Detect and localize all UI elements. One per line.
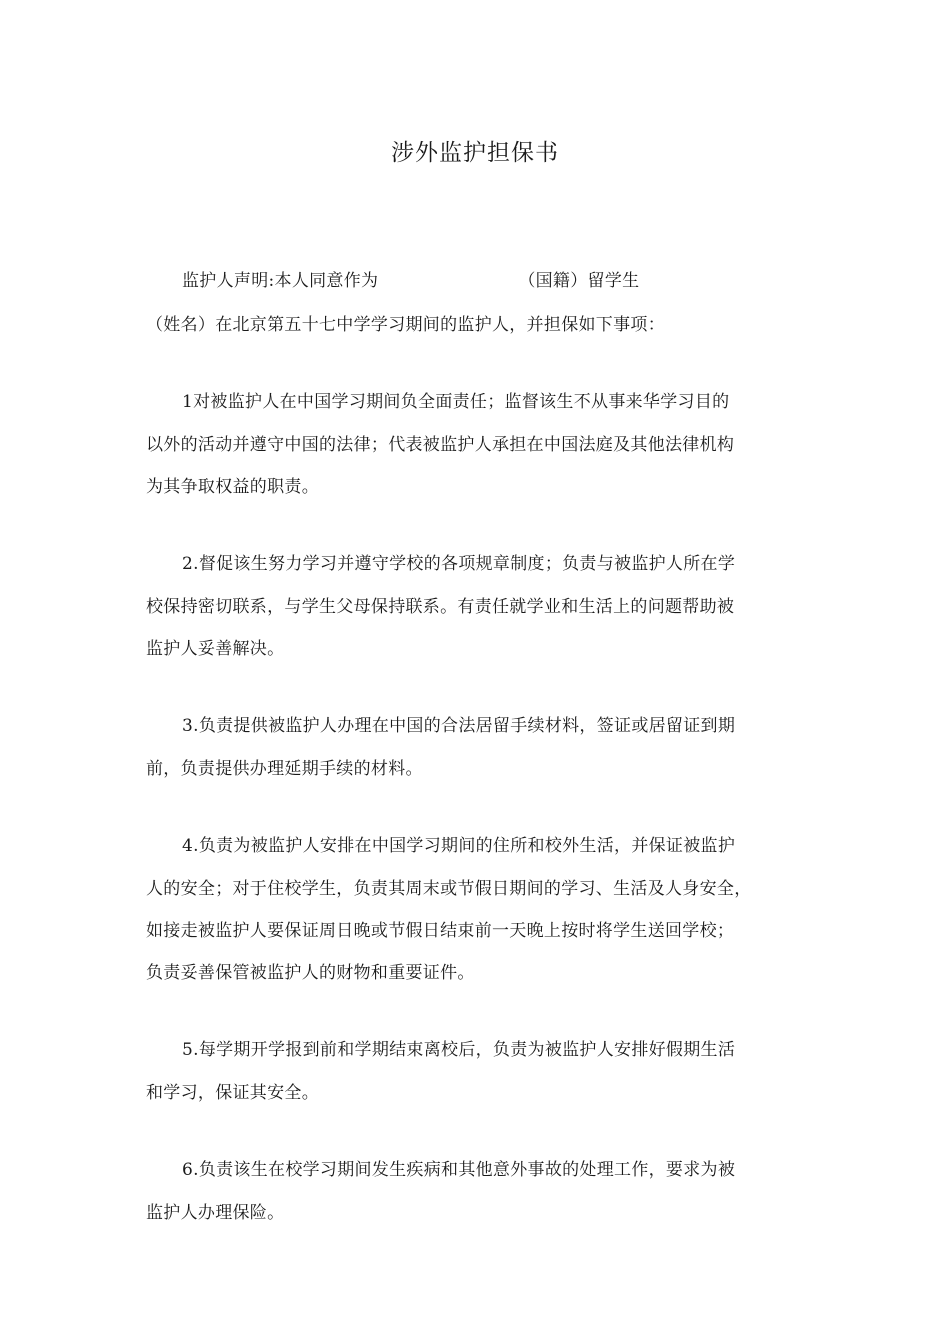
item-1-line-2: 以外的活动并遵守中国的法律；代表被监护人承担在中国法庭及其他法律机构 [146, 435, 735, 455]
item-2-line-1: 2.督促该生努力学习并遵守学校的各项规章制度；负责与被监护人所在学 [182, 554, 736, 574]
document-title: 涉外监护担保书 [391, 140, 559, 166]
item-2-line-3: 监护人妥善解决。 [146, 639, 285, 659]
item-2-line-2: 校保持密切联系，与学生父母保持联系。有责任就学业和生活上的问题帮助被 [146, 597, 735, 617]
declaration-line-1 [182, 266, 639, 291]
declaration-text-1: 监护人声明:本人同意作为 [182, 271, 379, 291]
item-3-line-2: 前，负责提供办理延期手续的材料。 [146, 759, 423, 779]
item-1-line-3: 为其争取权益的职责。 [146, 477, 319, 497]
item-4-line-1: 4.负责为被监护人安排在中国学习期间的住所和校外生活，并保证被监护 [182, 836, 736, 856]
item-6-line-1: 6.负责该生在校学习期间发生疾病和其他意外事故的处理工作，要求为被 [182, 1160, 736, 1180]
item-5-line-2: 和学习，保证其安全。 [146, 1083, 319, 1103]
item-3-line-1: 3.负责提供被监护人办理在中国的合法居留手续材料，签证或居留证到期 [182, 716, 736, 736]
item-4-line-3: 如接走被监护人要保证周日晚或节假日结束前一天晚上按时将学生送回学校； [146, 921, 735, 941]
declaration-text-2: （国籍）留学生 [518, 271, 640, 291]
declaration-line-2: （姓名）在北京第五十七中学学习期间的监护人，并担保如下事项： [146, 315, 665, 335]
item-6-line-2: 监护人办理保险。 [146, 1203, 285, 1223]
item-5-line-1: 5.每学期开学报到前和学期结束离校后，负责为被监护人安排好假期生活 [182, 1040, 736, 1060]
item-4-line-4: 负责妥善保管被监护人的财物和重要证件。 [146, 963, 475, 983]
item-1-line-1: 1对被监护人在中国学习期间负全面责任；监督该生不从事来华学习目的 [182, 392, 730, 412]
item-4-line-2: 人的安全；对于住校学生，负责其周末或节假日期间的学习、生活及人身安全， [146, 879, 752, 899]
